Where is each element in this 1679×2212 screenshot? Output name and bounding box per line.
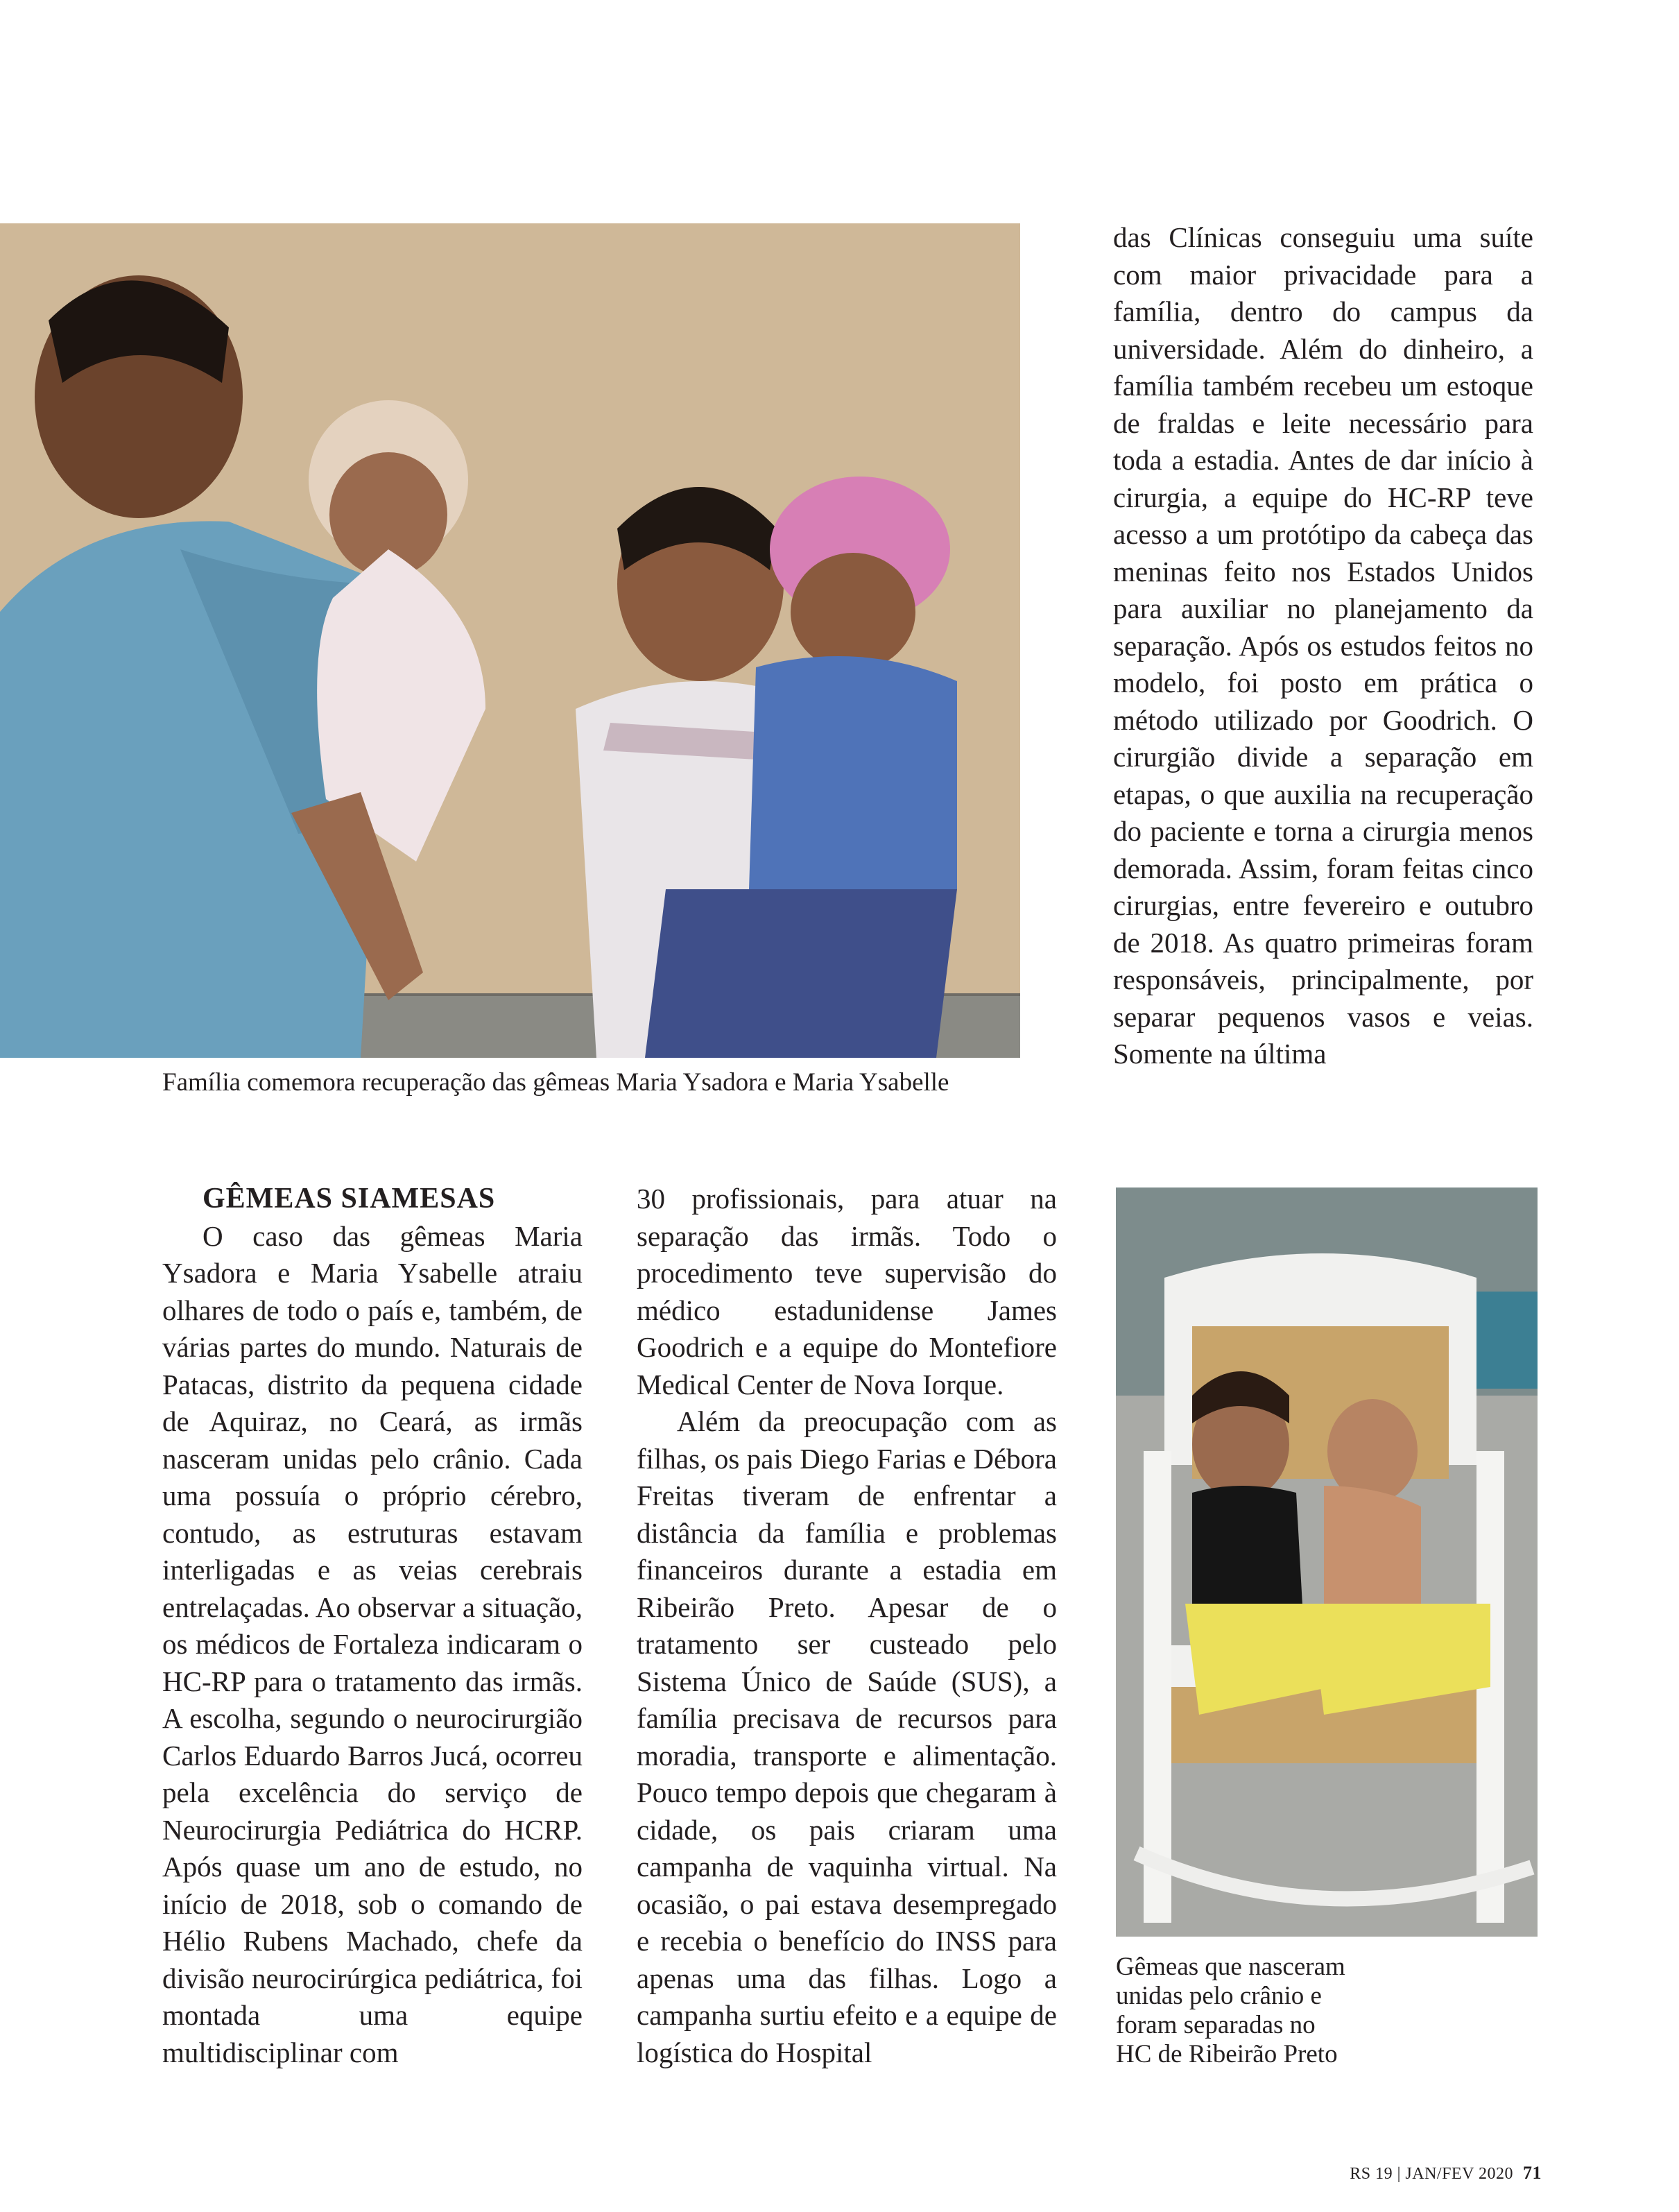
right-top-paragraph: das Clínicas conseguiu uma suíte com maior privacidade para a família, dentro do campus da universidade. Além do dinheiro, a família também recebeu um estoque de fraldas e leite necessário para toda a estadia. Antes de dar início à cirurgia, a equipe do HC-RP teve acesso a um protótipo da cabeça das meninas feito nos Estados Unidos para auxiliar no planejamento da separação. Após os estudos feitos no modelo, foi posto em prática o método utilizado por Goodrich. O cirurgião divide a separação em etapas, o que auxilia na recuperação do paciente e torna a cirurgia menos demorada. Assim, foram feitas cinco cirurgias, entre fevereiro e outubro de 2018. As quatro primeiras foram responsáveis, principalmente, por separar pequenos vasos e veias. Somente na última <box>1113 221 1533 1070</box>
twins-photo-illustration <box>1116 1188 1538 1937</box>
twins-photo-caption <box>1116 1953 1407 2069</box>
left-column <box>162 1181 583 2071</box>
family-photo-caption: Família comemora recuperação das gêmeas Maria Ysadora e Maria Ysabelle <box>162 1068 949 1097</box>
twins-caption-line: HC de Ribeirão Preto <box>1116 2040 1338 2068</box>
section-heading: GÊMEAS SIAMESAS <box>203 1183 496 1215</box>
middle-column <box>637 1181 1057 2071</box>
twins-caption-line: unidas pelo crânio e <box>1116 1982 1322 2010</box>
page-folio <box>1350 2163 1542 2184</box>
issue-label: RS 19 | JAN/FEV 2020 <box>1350 2165 1513 2183</box>
family-photo-illustration <box>0 223 1020 1058</box>
right-top-column <box>1113 219 1533 1073</box>
middle-paragraph-1: 30 profissionais, para atuar na separação das irmãs. Todo o procedimento teve supervisão do médico estadunidense James Goodrich e a equipe do Montefiore Medical Center de Nova Iorque. <box>637 1183 1057 1400</box>
twins-caption-line: foram separadas no <box>1116 2011 1316 2039</box>
twins-photo <box>1116 1188 1538 1937</box>
left-paragraph: O caso das gêmeas Maria Ysadora e Maria Ysabelle atraiu olhares de todo o país e, também, de várias partes do mundo. Naturais de Patacas, distrito da pequena cidade de Aquiraz, no Ceará, as irmãs nasceram unidas pelo crânio. Cada uma possuía o próprio cérebro, contudo, as estruturas estavam interligadas e as veias cerebrais entrelaçadas. Ao observar a situação, os médicos de Fortaleza indicaram o HC-RP para o tratamento das irmãs. A escolha, segundo o neurocirurgião Carlos Eduardo Barros Jucá, ocorreu pela excelência do serviço de Neurocirurgia Pediátrica do HCRP. Após quase um ano de estudo, no início de 2018, sob o comando de Hélio Rubens Machado, chefe da divisão neurocirúrgica pediátrica, foi montada uma equipe multidisciplinar com <box>162 1219 583 2068</box>
family-photo <box>0 223 1020 1058</box>
twins-caption-line: Gêmeas que nasceram <box>1116 1953 1345 1981</box>
middle-paragraph-2: Além da preocupação com as filhas, os pais Diego Farias e Débora Freitas tiveram de enfrentar a distância da família e problemas financeiros durante a estadia em Ribeirão Preto. Apesar de o tratamento ser custeado pelo Sistema Único de Saúde (SUS), a família precisava de recursos para moradia, transporte e alimentação. Pouco tempo depois que chegaram à cidade, os pais criaram uma campanha de vaquinha virtual. Na ocasião, o pai estava desempregado e recebia o benefício do INSS para apenas uma das filhas. Logo a campanha surtiu efeito e a equipe de logística do Hospital <box>637 1405 1057 2068</box>
page-number: 71 <box>1523 2163 1542 2183</box>
